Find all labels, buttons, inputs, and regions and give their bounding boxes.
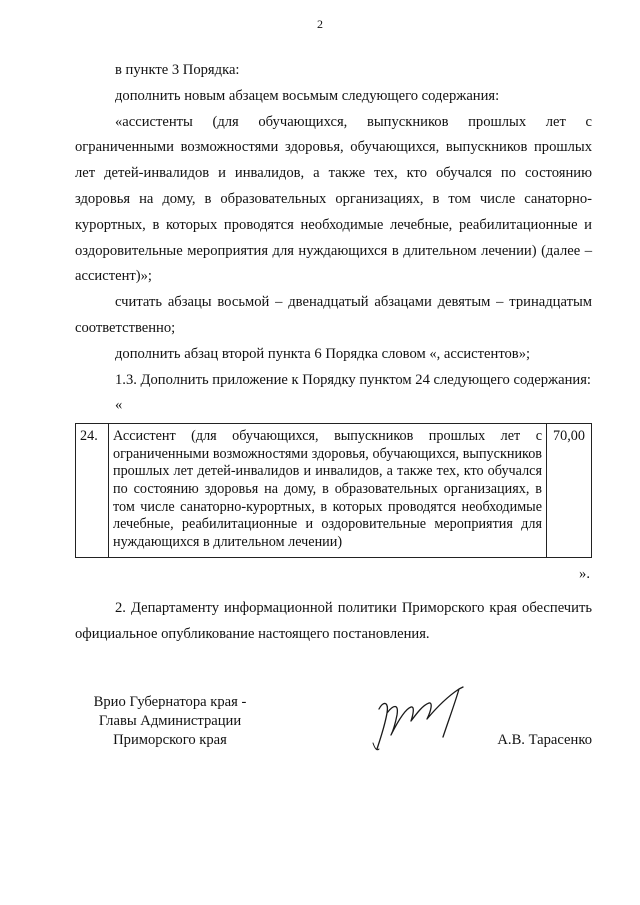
- paragraph-6: 1.3. Дополнить приложение к Порядку пунктом 24 следующего содержания:: [115, 371, 591, 388]
- page-number: 2: [317, 17, 323, 31]
- table-row: [76, 424, 592, 558]
- paragraph-3: «ассистенты (для обучающихся, выпускников прошлых лет с ограниченными возможностями здоровья, обучающихся, выпускников прошлых лет детей-инвалидов и инвалидов, а также тех, кто обучался по состоянию здоровья на дому, в образовательных организациях, в том числе санаторно-курортных, в которых проводятся необходимые лечебные, реабилитационные и оздоровительные мероприятия для нуждающихся в длительном лечении) (далее – ассистент)»;: [75, 113, 592, 285]
- signatory-title-line-1: Врио Губернатора края -: [93, 694, 247, 710]
- paragraph-5: дополнить абзац второй пункта 6 Порядка словом «, ассистентов»;: [115, 345, 531, 362]
- signatory-title-line-3: Приморского края: [113, 732, 227, 748]
- closing-quote: ».: [579, 566, 590, 583]
- handwritten-signature: [367, 679, 477, 759]
- signature-block: [75, 693, 592, 763]
- paragraph-1: в пункте 3 Порядка:: [115, 62, 240, 78]
- signatory-title: [75, 693, 265, 750]
- paragraph-7: 2. Департаменту информационной политики Приморского края обеспечить официальное опубликование настоящего постановления.: [75, 600, 592, 642]
- row-text: Ассистент (для обучающихся, выпускников прошлых лет с ограниченными возможностями здоровья, обучающихся, выпускников прошлых лет детей-инвалидов и инвалидов, а также тех, кто обучался по состоянию здоровья на дому, в образовательных организациях, в том числе санаторно-курортных, в которых проводятся необходимые лечебные, реабилитационные и оздоровительные мероприятия для нуждающихся в длительном лечении): [109, 424, 547, 558]
- signatory-title-line-2: Главы Администрации: [98, 713, 242, 729]
- row-number: 24.: [76, 424, 109, 558]
- opening-quote: «: [115, 397, 123, 414]
- document-body: [75, 58, 592, 648]
- signatory-name: А.В. Тарасенко: [497, 732, 592, 748]
- row-value: 70,00: [547, 424, 592, 558]
- paragraph-4: считать абзацы восьмой – двенадцатый абзацами девятым – тринадцатым соответственно;: [75, 294, 592, 336]
- paragraph-2: дополнить новым абзацем восьмым следующего содержания:: [115, 87, 500, 104]
- appendix-table: [75, 423, 592, 558]
